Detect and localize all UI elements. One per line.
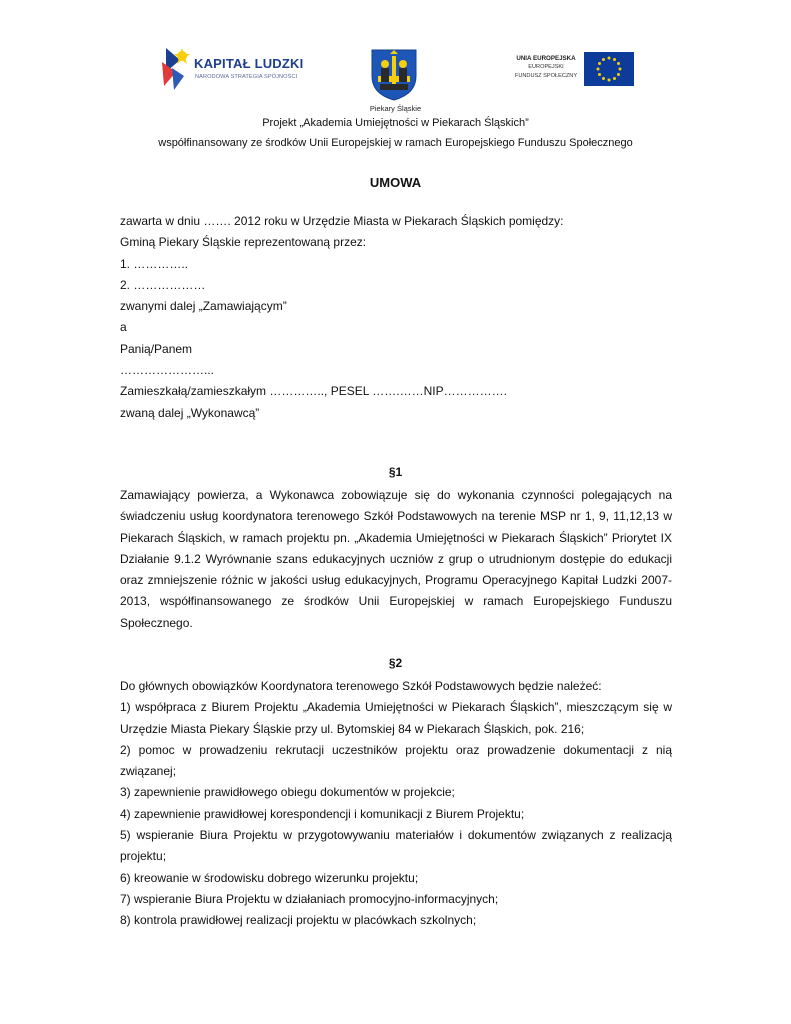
- eu-logo-line1: UNIA EUROPEJSKA: [516, 55, 576, 62]
- list-item: 1) współpraca z Biurem Projektu „Akademia Umiejętności w Piekarach Śląskich”, mieszczącym się w Urzędzie Miasta Piekary Śląskie przy ul. Bytomskiej 84 w Piekarach Śląskich, pok. 216;: [120, 700, 672, 736]
- contract-parties-block: [120, 213, 680, 426]
- intro-line: Gminą Piekary Śląskie reprezentowaną przez:: [120, 235, 367, 250]
- list-item: 5) wspieranie Biura Projektu w przygotowywaniu materiałów i dokumentów związanych z realizacją projektu;: [120, 828, 672, 864]
- intro-line: a: [120, 320, 127, 335]
- eu-flag-icon: [584, 52, 634, 86]
- kapital-ludzki-logo: [158, 46, 304, 92]
- list-item: 4) zapewnienie prawidłowej korespondencji i komunikacji z Biurem Projektu;: [120, 806, 525, 821]
- eu-logo-line3: FUNDUSZ SPOŁECZNY: [514, 72, 578, 79]
- section2-lead: Do głównych obowiązków Koordynatora terenowego Szkół Podstawowych będzie należeć:: [120, 679, 602, 693]
- list-item: 3) zapewnienie prawidłowego obiegu dokumentów w projekcie;: [120, 785, 455, 800]
- list-item: 8) kontrola prawidłowej realizacji projektu w placówkach szkolnych;: [120, 913, 477, 928]
- section2-body: [120, 676, 672, 932]
- list-item: 7) wspieranie Biura Projektu w działaniach promocyjno-informacyjnych;: [120, 891, 499, 906]
- kapital-ludzki-name: KAPITAŁ LUDZKI: [194, 56, 304, 71]
- intro-line: 2. ………………: [120, 277, 206, 292]
- intro-line: zwaną dalej „Wykonawcą”: [120, 405, 260, 420]
- document-title: UMOWA: [369, 175, 422, 190]
- intro-line: …………………...: [120, 363, 215, 378]
- kapital-ludzki-emblem-icon: [158, 46, 192, 92]
- funding-line: współfinansowany ze środków Unii Europejskiej w ramach Europejskiego Funduszu Społecznego: [158, 137, 633, 149]
- section1-paragraph: Zamawiający powierza, a Wykonawca zobowiązuje się do wykonania czynności polegających na świadczeniu usług koordynatora terenowego Szkół Podstawowych na terenie MSP nr 1, 9, 11,12,13 w Piekarach Śląskich, w ramach projektu pn. „Akademia Umiejętności w Piekarach Śląskich” Priorytet IX Działanie 9.1.2 Wyrównanie szans edukacyjnych uczniów z grup o utrudnionym dostępie do edukacji oraz zmniejszenie różnic w jakości usług edukacyjnych, Programu Operacyjnego Kapitał Ludzki 2007-2013, współfinansowanego ze środków Unii Europejskiej w ramach Europejskiego Funduszu Społecznego.: [120, 488, 672, 630]
- section1-heading: §1: [388, 465, 403, 479]
- city-caption: Piekary Śląskie: [369, 104, 422, 113]
- project-line: Projekt „Akademia Umiejętności w Piekarach Śląskich”: [262, 117, 529, 129]
- list-item: 2) pomoc w prowadzeniu rekrutacji uczestników projektu oraz prowadzenie dokumentacji z nią związanej;: [120, 742, 672, 779]
- intro-line: zwanymi dalej „Zamawiającym”: [120, 299, 287, 314]
- list-item: 6) kreowanie w środowisku dobrego wizerunku projektu;: [120, 870, 419, 885]
- intro-line: 1. …………..: [120, 256, 189, 271]
- intro-line: zawarta w dniu ……. 2012 roku w Urzędzie Miasta w Piekarach Śląskich pomiędzy:: [120, 214, 564, 228]
- piekary-crest-logo: [368, 46, 420, 102]
- intro-line: Zamieszkałą/zamieszkałym ………….., PESEL …….……NIP…………….: [120, 384, 507, 399]
- eu-logo-line2: EUROPEJSKI: [528, 64, 564, 71]
- intro-line: Panią/Panem: [120, 341, 193, 356]
- city-crest-icon: [368, 46, 420, 102]
- eu-efs-logo: [508, 50, 634, 88]
- kapital-ludzki-subtitle: NARODOWA STRATEGIA SPÓJNOŚCI: [195, 74, 298, 80]
- section2-heading: §2: [388, 656, 403, 670]
